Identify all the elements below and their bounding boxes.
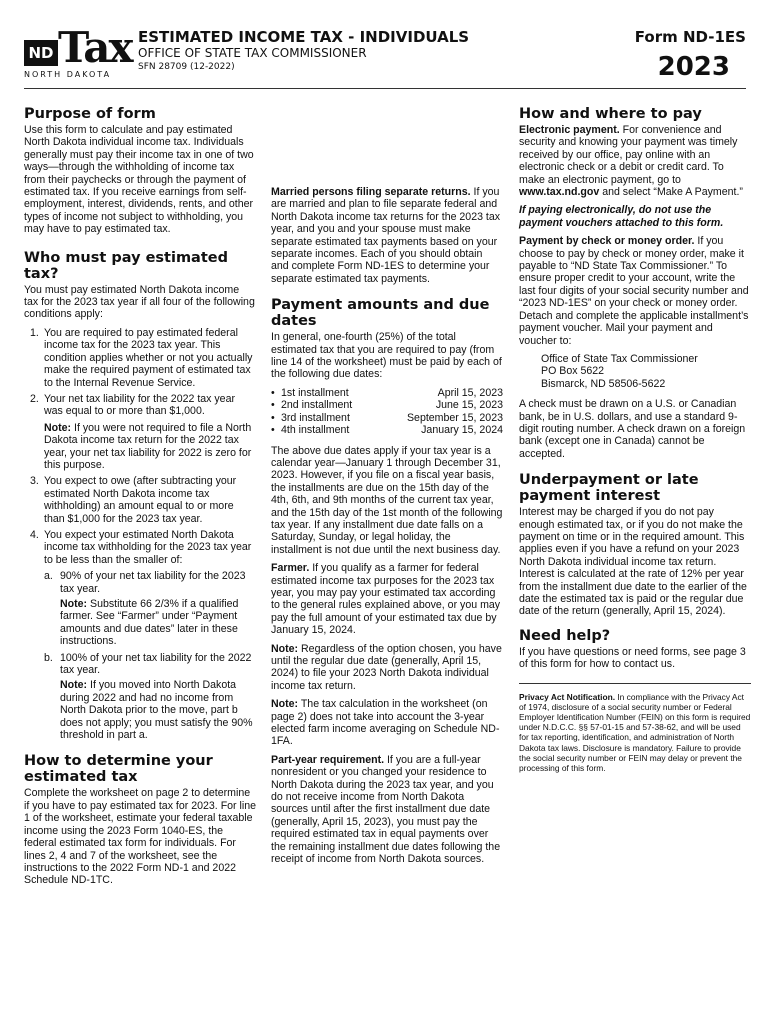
farmer-paragraph (271, 562, 503, 636)
note-text: Regardless of the option chosen, you have until the regular due date (generally, April 15, 2024) to file your 2023 North Dakota individual income tax return. (271, 642, 502, 692)
sub-item-note (60, 598, 256, 648)
sub-item-text: 90% of your net tax liability for the 2023 tax year. (60, 570, 246, 595)
part-year-text: If you are a full-year nonresident or you changed your residence to North Dakota during the 2023 tax year, and you do not receive income from North Dakota sources until after the first installment due date (generally, April 15, 2023), you must pay the required estimated tax in equal payments over the remaining installment due dates following the receipt of income from North Dakota sources. (271, 753, 501, 866)
purpose-heading: Purpose of form (24, 106, 156, 122)
tax-year: 2023 (657, 52, 730, 82)
installment-label: • 4th installment (271, 424, 349, 436)
who-heading: Who must pay estimated tax? (24, 249, 228, 282)
note-paragraph (271, 698, 503, 748)
note-label: Note: (44, 421, 72, 434)
form-title: ESTIMATED INCOME TAX - INDIVIDUALS (138, 28, 470, 46)
privacy-notice (519, 683, 751, 774)
installment-date: September 15, 2023 (406, 411, 503, 424)
married-text: If you are married and plan to file separate federal and North Dakota income tax returns for the 2023 tax year, and you and your spouse must make separate estimated tax payments based on your separate incomes. Each of you should obtain and complete Form ND-1ES to determine your separate estimated tax payments. (271, 186, 501, 285)
item-text: Your net tax liability for the 2022 tax year was equal to or more than $1,000. (44, 392, 235, 418)
married-label: Married persons filing separate returns. (271, 186, 471, 198)
electronic-warning: If paying electronically, do not use the payment vouchers attached to this form. (519, 204, 724, 229)
installment-label: • 3rd installment (271, 412, 350, 424)
farmer-label: Farmer. (271, 562, 310, 575)
logo-tax-word: Tax (58, 23, 132, 72)
privacy-label: Privacy Act Notification. (519, 691, 616, 702)
note-label: Note: (271, 698, 299, 711)
part-year-label: Part-year requirement. (271, 753, 385, 766)
check-text: If you choose to pay by check or money order, make it payable to “ND State Tax Commissioner.” To ensure proper credit to your account, write the last four digits of your social security number and “2023 ND-1ES” on your check or money order. Detach and complete the applicable installment’s payment voucher. Mail your payment and voucher to: (519, 235, 749, 347)
underpayment-text: Interest may be charged if you do not pay enough estimated tax, or if you do not make the payment on time or in the required amount. This applies even if you have a refund on your 2023 North Dakota individual income tax return. Interest is calculated at the rate of 12% per year from the installment due date to the earlier of the date the estimated tax is paid or the regular due date of the return (generally, April 15, 2024). (519, 506, 747, 618)
address-line: Bismarck, ND 58506-5622 (541, 377, 666, 390)
help-text: If you have questions or need forms, see page 3 of this form for how to contact us. (519, 645, 746, 671)
sub-item-a (44, 570, 256, 647)
installment-date: January 15, 2024 (421, 424, 503, 437)
note-text: If you were not required to file a North Dakota income tax return for the 2022 tax year, your net tax liability for 2022 is zero for this purpose. (44, 421, 252, 471)
farmer-text: If you qualify as a farmer for federal estimated income tax purposes for the 2023 tax year, you may pay your estimated tax according to the general rules explained above, or you may pay the full amount of your estimated tax due by January 15, 2024. (271, 562, 501, 637)
sfn-number: SFN 28709 (12-2022) (138, 62, 235, 72)
note-text: The tax calculation in the worksheet (on page 2) does not take into account the 3-year elected farm income averaging on Schedule ND-1FA. (271, 698, 500, 748)
list-item (24, 327, 256, 389)
check-payment-paragraph (519, 235, 751, 347)
electronic-payment-paragraph (519, 124, 751, 198)
note-label: Note: (60, 679, 88, 692)
installment-date: June 15, 2023 (435, 399, 503, 412)
installment-row (271, 412, 503, 424)
list-item (24, 393, 256, 471)
due-dates-text: The above due dates apply if your tax year is a calendar year—January 1 through December 31, 2023. However, if you file on a fiscal year basis, the installments are due on the 15th day of the 4th, 6th, and 9th months of the current tax year, and the 15th day of the 1st month of the following tax year. If any installment due date falls on a Saturday, Sunday, or legal holiday, the installment is not due until the next business day. (271, 444, 503, 556)
sub-item-b (44, 652, 256, 742)
determine-heading: How to determine your estimated tax (24, 753, 213, 786)
installment-label: • 2nd installment (271, 399, 352, 411)
determine-text: Complete the worksheet on page 2 to determine if you have to pay estimated tax for 2023. For line 1 of the worksheet, estimate your federal taxable income using the 2023 Form 1040-ES, the federal estimated tax form for individuals. For lines 2, 4 and 7 of the worksheet, see the instructions to the 2022 Form ND-1 and 2022 Schedule ND-1TC. (24, 787, 257, 887)
item-number: 4. (30, 528, 39, 541)
address-line: PO Box 5622 (541, 365, 605, 378)
bank-requirements: A check must be drawn on a U.S. or Canadian bank, be in U.S. dollars, and use a standard 9-digit routing number. A check drawn on a foreign bank (except one in Canada) cannot be accepted. (519, 398, 746, 460)
check-label: Payment by check or money order. (519, 235, 695, 248)
mailing-address (519, 353, 751, 390)
column-2 (271, 80, 503, 872)
married-paragraph (271, 186, 503, 285)
list-item (24, 475, 256, 525)
column-3 (519, 102, 751, 773)
installment-date: April 15, 2023 (437, 386, 503, 399)
installment-row (271, 387, 503, 399)
sub-item-note (60, 679, 256, 741)
how-where-heading: How and where to pay (519, 106, 702, 122)
form-number: Form ND-1ES (634, 28, 746, 46)
note-text: If you moved into North Dakota during 2022 and had no income from North Dakota prior to the move, part b does not apply; you must satisfy the 90% threshold in part a. (60, 679, 253, 742)
electronic-text-end: and select “Make A Payment.” (599, 186, 743, 199)
who-intro: You must pay estimated North Dakota income tax for the 2023 tax year if all four of the following conditions apply: (24, 283, 255, 321)
underpayment-heading: Underpayment or late payment interest (519, 472, 699, 505)
note-text: Substitute 66 2/3% if a qualified farmer. See “Farmer” under “Payment amounts and due dates” later in these instructions. (60, 598, 239, 648)
sub-item-letter: b. (44, 651, 53, 664)
nd-tax-logo (24, 23, 134, 84)
installment-label: • 1st installment (271, 387, 349, 399)
item-text: You expect your estimated North Dakota income tax withholding for the 2023 tax year to be less than the smaller of: (44, 528, 252, 566)
item-number: 1. (30, 326, 39, 339)
sub-item-text: 100% of your net tax liability for the 2022 tax year. (60, 651, 252, 677)
note-paragraph (271, 643, 503, 693)
note-label: Note: (271, 642, 299, 655)
privacy-text: In compliance with the Privacy Act of 1974, disclosure of a social security number or Federal Employer Identification Number (FEIN) on this form is required under N.D.C.C. §§ 57-01-15 and 57-38-62, and will be used for tax reporting, identification, and administration of North Dakota tax laws. Disclosure is mandatory. Failure to provide the social security number or FEIN may delay or prevent the processing of this form. (519, 691, 751, 774)
conditions-list (24, 327, 256, 742)
payment-intro: In general, one-fourth (25%) of the total estimated tax that you are required to pay (from line 14 of the worksheet) must be paid by each of the following due dates: (271, 331, 502, 381)
help-heading: Need help? (519, 627, 611, 644)
item-text: You are required to pay estimated federal income tax for the 2023 tax year. This condition applies whether or not you actually make the required payment of estimated tax to the Internal Revenue Service. (44, 326, 253, 389)
office-name: OFFICE OF STATE TAX COMMISSIONER (138, 46, 367, 60)
purpose-text: Use this form to calculate and pay estimated North Dakota individual income tax. Individuals generally must pay their income tax in one of two ways—through the withholding of income tax from their paychecks or through the payment of estimated tax. If you receive earnings from self-employment, interest, dividends, rents, and other types of income not subject to withholding, you may have to pay estimated tax. (24, 124, 254, 236)
item-number: 2. (30, 392, 39, 405)
electronic-label: Electronic payment. (519, 124, 620, 136)
installment-row (271, 399, 503, 411)
payment-heading: Payment amounts and due dates (271, 297, 490, 330)
part-year-paragraph (271, 754, 503, 866)
item-note (44, 422, 256, 472)
logo-nd-mark: ND (24, 40, 58, 66)
installment-row (271, 424, 503, 436)
tax-website-link[interactable]: www.tax.nd.gov (519, 186, 600, 199)
form-header (0, 0, 770, 90)
note-label: Note: (60, 598, 88, 610)
sub-item-letter: a. (44, 570, 53, 583)
electronic-text: For convenience and security and knowing your payment was timely received by our office, pay online with an electronic check or a debit or credit card. To make an electronic payment, go to (519, 124, 738, 186)
installment-schedule (271, 387, 503, 437)
column-1 (24, 102, 256, 893)
logo-state-name: NORTH DAKOTA (24, 70, 112, 79)
item-text: You expect to owe (after subtracting your estimated North Dakota income tax withholding) an amount equal to or more than $1,000 for the 2023 tax year. (44, 475, 237, 525)
address-line: Office of State Tax Commissioner (541, 352, 698, 365)
item-number: 3. (30, 475, 39, 488)
list-item (24, 529, 256, 742)
